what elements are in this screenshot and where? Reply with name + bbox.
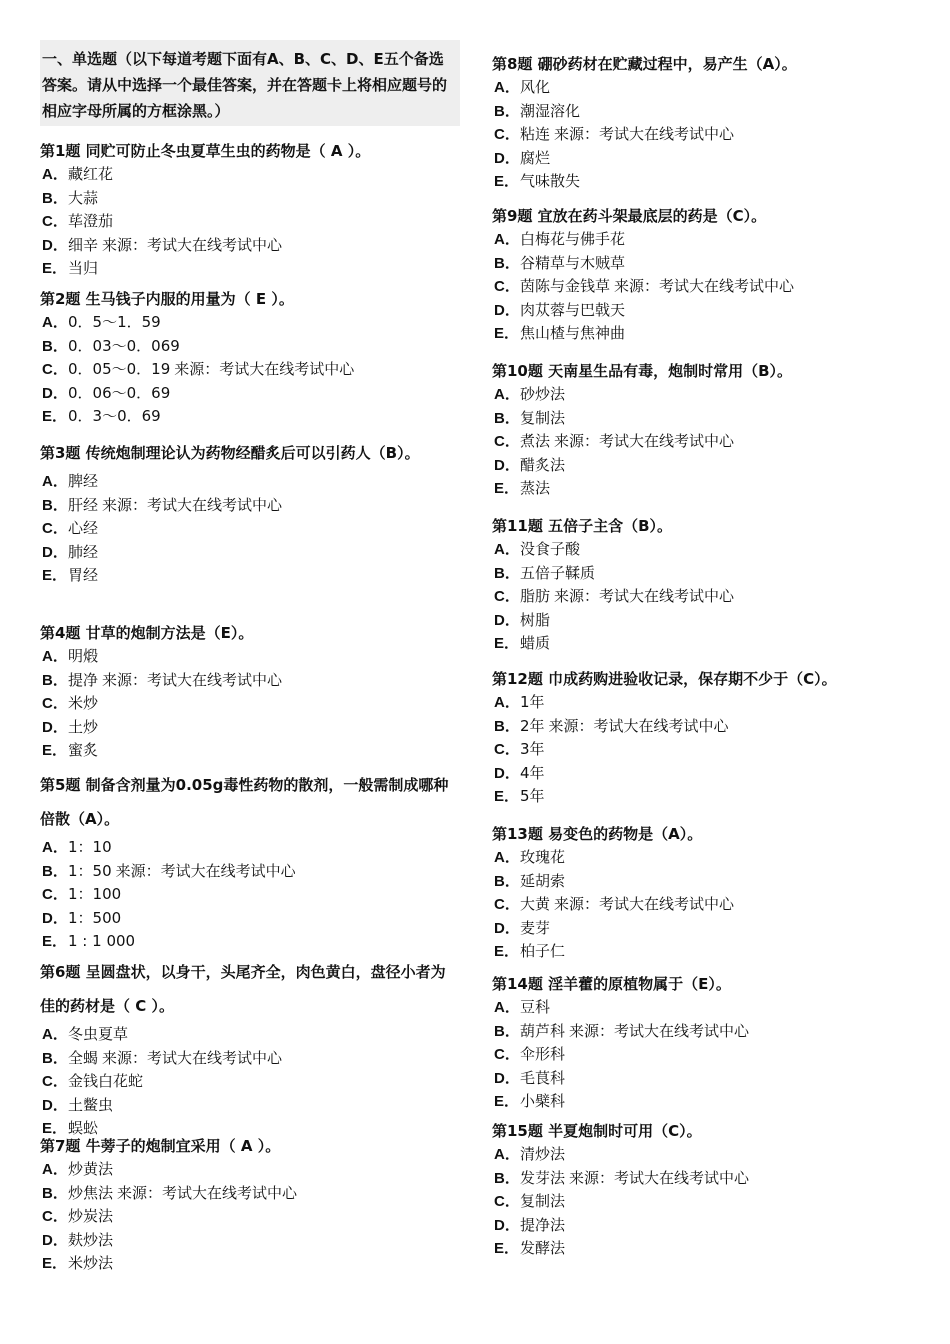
option-text: 树脂 (520, 610, 551, 629)
answer-option (492, 738, 837, 762)
option-letter: E． (494, 635, 520, 652)
option-text: 炒黄法 (68, 1160, 114, 1178)
answer-option (492, 322, 794, 346)
option-letter: A． (494, 79, 520, 96)
option-text: 麦芽 (520, 918, 551, 937)
option-text: 提净 (68, 670, 99, 689)
option-letter: D． (494, 611, 520, 629)
answer-option (492, 170, 797, 194)
option-text: 炒焦法 (68, 1183, 114, 1202)
answer-option (492, 383, 792, 407)
answer-option (40, 335, 354, 359)
question-5 (40, 768, 458, 954)
question-title: 第5题 制备含剂量为0.05g毒性药物的散剂，一般需制成哪种倍散（A）。 (40, 776, 449, 828)
option-letter: B． (42, 1049, 68, 1067)
option-text: 1：100 (68, 885, 122, 903)
answer-option (40, 907, 458, 931)
option-letter: D． (494, 456, 520, 474)
answer-option (40, 930, 458, 954)
answer-option (40, 836, 458, 860)
option-text: 5年 (520, 787, 545, 805)
option-letter: E． (494, 943, 520, 960)
option-text: 风化 (520, 78, 551, 96)
answer-option (40, 382, 354, 406)
question-6 (40, 955, 458, 1141)
answer-option (40, 1094, 458, 1118)
question-14 (492, 973, 749, 1114)
option-text: 藏红花 (68, 165, 114, 183)
option-letter: B． (494, 102, 520, 120)
option-text: 明煅 (68, 647, 99, 665)
option-text: 0．05～0．19 (68, 360, 171, 378)
option-text: 玫瑰花 (520, 848, 566, 866)
option-text: 0．5～1．59 (68, 313, 161, 331)
option-letter: C． (494, 741, 520, 758)
answer-option (492, 691, 837, 715)
option-letter: A． (42, 314, 68, 331)
option-letter: B． (42, 337, 68, 355)
option-letter: E． (42, 1120, 68, 1137)
answer-option (492, 228, 794, 252)
option-text: 金钱白花蛇 (68, 1072, 144, 1090)
option-letter: D． (494, 301, 520, 319)
option-letter: C． (42, 886, 68, 903)
answer-option (492, 762, 837, 786)
source-note: 来源：考试大在线考试中心 (102, 670, 283, 689)
answer-option (40, 1158, 297, 1182)
option-letter: E． (42, 742, 68, 759)
option-text: 肺经 (68, 542, 99, 561)
question-title: 第3题 传统炮制理论认为药物经醋炙后可以引药人（B）。 (40, 444, 420, 462)
answer-option (40, 163, 370, 187)
option-letter: B． (494, 872, 520, 890)
answer-option (492, 1043, 749, 1067)
option-letter: D． (494, 1069, 520, 1087)
option-letter: C． (494, 896, 520, 913)
option-letter: C． (42, 213, 68, 230)
answer-option (492, 1237, 749, 1261)
option-text: 大黄 (520, 895, 551, 913)
answer-option (40, 1229, 297, 1253)
question-9 (492, 205, 794, 346)
answer-option (492, 609, 734, 633)
option-letter: E． (494, 325, 520, 342)
option-text: 茵陈与金钱草 (520, 277, 611, 295)
answer-option (40, 358, 354, 382)
option-letter: C． (494, 433, 520, 450)
option-letter: B． (42, 862, 68, 880)
option-letter: C． (42, 695, 68, 712)
answer-option (40, 405, 354, 429)
question-title: 第15题 半夏炮制时可用（C）。 (492, 1122, 702, 1140)
answer-option (492, 893, 734, 917)
option-text: 腐烂 (520, 148, 551, 167)
option-text: 1 : 1 000 (68, 932, 136, 950)
option-text: 1：50 (68, 861, 112, 880)
option-letter: D． (42, 236, 68, 254)
answer-option (40, 311, 354, 335)
section-header: 一、单选题（以下每道考题下面有A、B、C、D、E五个备选答案。请从中选择一个最佳答案，并在答题卡上将相应题号的相应字母所属的方框涂黑。） (40, 40, 460, 126)
answer-option (492, 1143, 749, 1167)
source-note: 来源：考试大在线考试中心 (174, 360, 355, 378)
question-title: 第11题 五倍子主含（B）。 (492, 517, 673, 535)
option-letter: C． (42, 520, 68, 537)
option-letter: C． (494, 1046, 520, 1063)
answer-option (492, 870, 734, 894)
question-10 (492, 360, 792, 501)
answer-option (492, 76, 797, 100)
answer-option (492, 123, 797, 147)
source-note: 来源：考试大在线考试中心 (102, 1048, 283, 1067)
option-letter: E． (42, 1255, 68, 1272)
option-text: 土鳖虫 (68, 1095, 114, 1114)
option-letter: D． (42, 909, 68, 927)
answer-option (492, 585, 734, 609)
option-letter: D． (494, 149, 520, 167)
option-letter: B． (494, 254, 520, 272)
option-text: 气味散失 (520, 172, 581, 190)
option-text: 1：500 (68, 908, 122, 927)
answer-option (40, 470, 440, 494)
answer-option (492, 1167, 749, 1191)
option-text: 蜜炙 (68, 741, 99, 759)
source-note: 来源：考试大在线考试中心 (554, 125, 735, 143)
option-letter: C． (42, 1073, 68, 1090)
option-letter: B． (494, 564, 520, 582)
option-letter: E． (494, 1240, 520, 1257)
answer-option (40, 1182, 297, 1206)
option-letter: D． (494, 919, 520, 937)
option-letter: C． (494, 588, 520, 605)
source-note: 来源：考试大在线考试中心 (102, 495, 283, 514)
question-7 (40, 1135, 297, 1276)
answer-option (40, 494, 440, 518)
option-text: 米炒 (68, 694, 99, 712)
option-text: 胃经 (68, 566, 99, 584)
option-letter: B． (494, 409, 520, 427)
question-11 (492, 515, 734, 656)
option-letter: D． (42, 718, 68, 736)
option-letter: B． (42, 189, 68, 207)
answer-option (40, 669, 282, 693)
option-text: 脂肪 (520, 587, 551, 605)
option-letter: B． (494, 717, 520, 735)
option-letter: D． (42, 1096, 68, 1114)
option-letter: E． (494, 788, 520, 805)
option-letter: A． (42, 1026, 68, 1043)
answer-option (492, 538, 734, 562)
answer-option (40, 541, 440, 565)
option-text: 0．06～0．69 (68, 383, 171, 402)
answer-option (40, 564, 440, 588)
source-note: 来源：考试大在线考试中心 (569, 1168, 750, 1187)
option-letter: C． (42, 1208, 68, 1225)
answer-option (40, 860, 458, 884)
option-text: 脾经 (68, 472, 99, 490)
answer-option (492, 632, 734, 656)
option-letter: A． (494, 1146, 520, 1163)
option-text: 豆科 (520, 998, 551, 1016)
option-letter: C． (494, 126, 520, 143)
option-text: 当归 (68, 259, 99, 277)
question-13 (492, 823, 734, 964)
answer-option (40, 187, 370, 211)
answer-option (492, 785, 837, 809)
option-letter: E． (494, 173, 520, 190)
option-text: 炒炭法 (68, 1207, 114, 1225)
answer-option (492, 1090, 749, 1114)
option-text: 荜澄茄 (68, 212, 114, 230)
option-text: 葫芦科 (520, 1021, 566, 1040)
question-2 (40, 288, 354, 429)
option-letter: C． (494, 278, 520, 295)
source-note: 来源：考试大在线考试中心 (554, 432, 735, 450)
option-text: 提净法 (520, 1215, 566, 1234)
option-letter: E． (42, 408, 68, 425)
answer-option (40, 210, 370, 234)
option-text: 发酵法 (520, 1239, 566, 1257)
answer-option (40, 1205, 297, 1229)
answer-option (492, 407, 792, 431)
answer-option (40, 692, 282, 716)
question-title: 第9题 宜放在药斗架最底层的药是（C）。 (492, 207, 767, 225)
option-text: 白梅花与佛手花 (520, 230, 626, 248)
answer-option (492, 1214, 749, 1238)
option-text: 潮湿溶化 (520, 101, 581, 120)
option-letter: B． (494, 1022, 520, 1040)
option-letter: A． (42, 839, 68, 856)
answer-option (492, 1190, 749, 1214)
option-letter: C． (494, 1193, 520, 1210)
answer-option (492, 1020, 749, 1044)
question-4 (40, 622, 282, 763)
option-letter: A． (494, 694, 520, 711)
option-letter: A． (494, 541, 520, 558)
answer-option (492, 477, 792, 501)
source-note: 来源：考试大在线考试中心 (117, 1183, 298, 1202)
option-text: 焦山楂与焦神曲 (520, 324, 626, 342)
option-text: 五倍子鞣质 (520, 563, 596, 582)
option-letter: B． (42, 496, 68, 514)
source-note: 来源：考试大在线考试中心 (548, 716, 729, 735)
option-text: 细辛 (68, 235, 99, 254)
option-text: 蜡质 (520, 634, 551, 652)
answer-option (492, 996, 749, 1020)
answer-option (40, 716, 282, 740)
answer-option (40, 517, 440, 541)
option-text: 谷精草与木贼草 (520, 253, 626, 272)
option-text: 1：10 (68, 838, 112, 856)
option-text: 全蝎 (68, 1048, 99, 1067)
question-title: 第7题 牛蒡子的炮制宜采用（ A ）。 (40, 1137, 281, 1155)
option-text: 发芽法 (520, 1168, 566, 1187)
option-letter: D． (42, 543, 68, 561)
option-text: 0．03～0．069 (68, 336, 180, 355)
option-text: 4年 (520, 763, 545, 782)
option-text: 冬虫夏草 (68, 1025, 129, 1043)
option-letter: A． (494, 849, 520, 866)
option-letter: D． (42, 1231, 68, 1249)
option-letter: C． (42, 361, 68, 378)
answer-option (492, 252, 794, 276)
question-12 (492, 668, 837, 809)
answer-option (492, 917, 734, 941)
option-letter: E． (42, 567, 68, 584)
option-letter: D． (42, 384, 68, 402)
question-title: 第12题 巾成药购进验收记录，保存期不少于（C）。 (492, 670, 837, 688)
option-text: 没食子酸 (520, 540, 581, 558)
question-title: 第1题 同贮可防止冬虫夏草生虫的药物是（ A ）。 (40, 142, 371, 160)
option-letter: A． (42, 1161, 68, 1178)
option-letter: D． (494, 1216, 520, 1234)
option-letter: A． (42, 648, 68, 665)
answer-option (492, 715, 837, 739)
question-title: 第14题 淫羊藿的原植物属于（E）。 (492, 975, 731, 993)
source-note: 来源：考试大在线考试中心 (554, 895, 735, 913)
answer-option (492, 100, 797, 124)
option-text: 肝经 (68, 495, 99, 514)
option-text: 毛茛科 (520, 1068, 566, 1087)
source-note: 来源：考试大在线考试中心 (554, 587, 735, 605)
option-text: 复制法 (520, 1192, 566, 1210)
option-text: 1年 (520, 693, 545, 711)
question-title: 第8题 硼砂药材在贮藏过程中，易产生（A）。 (492, 55, 797, 73)
answer-option (492, 940, 734, 964)
option-letter: A． (42, 166, 68, 183)
option-letter: E． (494, 480, 520, 497)
option-text: 大蒜 (68, 188, 99, 207)
option-letter: E． (42, 260, 68, 277)
answer-option (492, 846, 734, 870)
question-1 (40, 140, 370, 281)
question-15 (492, 1120, 749, 1261)
option-letter: D． (494, 764, 520, 782)
option-text: 醋炙法 (520, 455, 566, 474)
answer-option (40, 883, 458, 907)
option-text: 土炒 (68, 717, 99, 736)
option-letter: A． (42, 473, 68, 490)
question-title: 第10题 天南星生品有毒，炮制时常用（B）。 (492, 362, 793, 380)
question-8 (492, 53, 797, 194)
option-letter: B． (42, 1184, 68, 1202)
question-title: 第6题 呈圆盘状，以身干，头尾齐全，肉色黄白，盘径小者为佳的药材是（ C ）。 (40, 963, 446, 1015)
option-text: 砂炒法 (520, 385, 566, 403)
question-3 (40, 436, 440, 588)
option-text: 心经 (68, 519, 99, 537)
option-text: 粘连 (520, 125, 551, 143)
option-letter: E． (494, 1093, 520, 1110)
answer-option (492, 1067, 749, 1091)
option-text: 复制法 (520, 408, 566, 427)
answer-option (492, 562, 734, 586)
answer-option (492, 430, 792, 454)
option-letter: A． (494, 386, 520, 403)
option-text: 伞形科 (520, 1045, 566, 1063)
answer-option (40, 1047, 458, 1071)
option-text: 2年 (520, 716, 545, 735)
option-letter: A． (494, 231, 520, 248)
source-note: 来源：考试大在线考试中心 (614, 277, 795, 295)
option-text: 0．3～0．69 (68, 407, 161, 425)
source-note: 来源：考试大在线考试中心 (102, 235, 283, 254)
question-title: 第13题 易变色的药物是（A）。 (492, 825, 703, 843)
source-note: 来源：考试大在线考试中心 (569, 1021, 750, 1040)
answer-option (492, 147, 797, 171)
option-text: 米炒法 (68, 1254, 114, 1272)
answer-option (40, 1252, 297, 1276)
option-text: 小檗科 (520, 1092, 566, 1110)
answer-option (40, 1070, 458, 1094)
option-text: 煮法 (520, 432, 551, 450)
answer-option (40, 739, 282, 763)
option-text: 清炒法 (520, 1145, 566, 1163)
answer-option (40, 234, 370, 258)
option-text: 柏子仁 (520, 942, 566, 960)
question-title: 第4题 甘草的炮制方法是（E）。 (40, 624, 254, 642)
option-text: 延胡索 (520, 871, 566, 890)
answer-option (40, 1023, 458, 1047)
answer-option (492, 454, 792, 478)
option-text: 肉苁蓉与巴戟天 (520, 300, 626, 319)
question-title: 第2题 生马钱子内服的用量为（ E ）。 (40, 290, 294, 308)
answer-option (40, 257, 370, 281)
option-text: 3年 (520, 740, 545, 758)
source-note: 来源：考试大在线考试中心 (115, 861, 296, 880)
option-letter: B． (42, 671, 68, 689)
answer-option (492, 275, 794, 299)
answer-option (492, 299, 794, 323)
option-letter: A． (494, 999, 520, 1016)
option-text: 蒸法 (520, 479, 551, 497)
option-letter: E． (42, 933, 68, 950)
option-text: 麸炒法 (68, 1230, 114, 1249)
option-letter: B． (494, 1169, 520, 1187)
option-text: 蜈蚣 (68, 1119, 99, 1137)
answer-option (40, 645, 282, 669)
